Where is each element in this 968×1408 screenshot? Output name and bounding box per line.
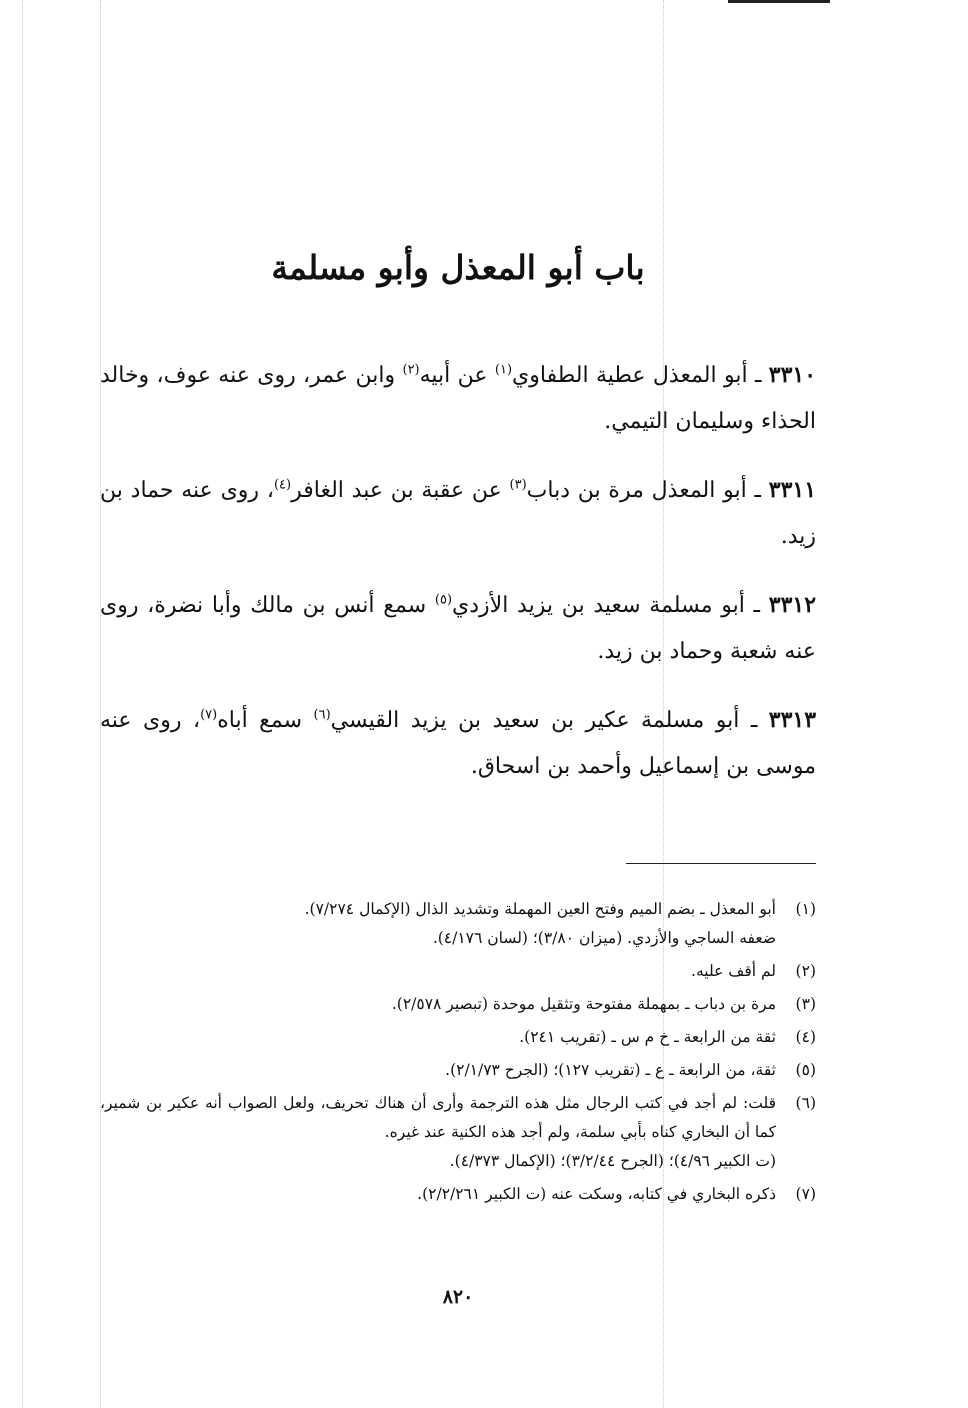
- footnote-ref[interactable]: (٣): [509, 477, 527, 493]
- footnote-line: ثقة، من الرابعة ـ ع ـ (تقريب ١٢٧)؛ (الجرح ٢/١/٧٣).: [445, 1061, 776, 1079]
- footnote-7: [100, 1180, 816, 1209]
- footnote-ref[interactable]: (٤): [273, 477, 292, 493]
- footnote-1: [100, 895, 816, 953]
- footnote-6: [100, 1089, 816, 1176]
- entry-3313: [100, 697, 816, 790]
- entry-text: أبو المعذل مرة بن دباب: [526, 478, 747, 503]
- footnote-line: قلت: لم أجد في كتب الرجال مثل هذه الترجمة وأرى أن هناك تحريف، ولعل الصواب أنه عكير بن شمير، كما أن البخاري كناه بأبي سلمة، ولم أجد هذه الكنية عند غيره.: [100, 1094, 776, 1141]
- footnote-line: ضعفه الساجي والأزدي. (ميزان ٣/٨٠)؛ (لسان ٤/١٧٦).: [432, 929, 776, 947]
- footnote-mark: (٤): [795, 1028, 816, 1046]
- footnote-line: ثقة من الرابعة ـ خ م س ـ (تقريب ٢٤١).: [519, 1028, 776, 1046]
- chapter-title: باب أبو المعذل وأبو مسلمة: [271, 248, 645, 287]
- entry-dash: ـ: [747, 363, 769, 388]
- footnote-ref[interactable]: (٧): [200, 707, 218, 723]
- entry-3310: [100, 352, 816, 445]
- page-number: ٨٢٠: [442, 1286, 474, 1308]
- entry-3312: [100, 582, 816, 675]
- footnote-line: ذكره البخاري في كتابه، وسكت عنه (ت الكبير ٢/٢/٢٦١).: [417, 1185, 776, 1203]
- footnote-line: لم أقف عليه.: [691, 962, 776, 980]
- footnote-text: [100, 990, 776, 1019]
- footnote-5: [100, 1056, 816, 1085]
- footnote-line: أبو المعذل ـ بضم الميم وفتح العين المهملة وتشديد الذال (الإكمال ٧/٢٧٤).: [304, 900, 776, 918]
- entry-3311: [100, 467, 816, 560]
- entry-text: وابن عمر، روى عنه عوف، وخالد الحذاء وسليمان التيمي.: [100, 363, 816, 434]
- footnote-mark: (٥): [795, 1061, 816, 1079]
- entry-number: ٣٣١٢: [768, 592, 817, 618]
- footnote-ref[interactable]: (٦): [313, 707, 331, 723]
- footnote-ref[interactable]: (١): [494, 362, 513, 378]
- entry-text: أبو المعذل عطية الطفاوي: [512, 363, 748, 388]
- entry-number: ٣٣١٣: [768, 707, 817, 733]
- footnote-ref[interactable]: (٥): [434, 592, 453, 608]
- top-rule: [728, 0, 830, 3]
- entry-text: عن أبيه: [419, 363, 495, 388]
- entry-number: ٣٣١٠: [768, 362, 817, 388]
- footnote-text: [100, 1023, 776, 1052]
- entry-text: عن عقبة بن عبد الغافر: [291, 478, 510, 503]
- footnote-mark: (٦): [795, 1094, 816, 1112]
- footnote-text: [100, 1180, 776, 1209]
- footnote-mark: (٧): [795, 1185, 816, 1203]
- footnote-separator: [626, 863, 816, 864]
- footnote-3: [100, 990, 816, 1019]
- footnote-text: [100, 1056, 776, 1085]
- footnotes-list: [100, 895, 816, 1213]
- footnote-text: [100, 895, 776, 953]
- footnote-line: مرة بن دباب ـ بمهملة مفتوحة وتثقيل موحدة (تبصير ٢/٥٧٨).: [391, 995, 776, 1013]
- footnote-line: (ت الكبير ٤/٩٦)؛ (الجرح ٣/٢/٤٤)؛ (الإكمال ٤/٣٧٣).: [449, 1152, 776, 1170]
- entry-text: سمع أباه: [217, 708, 314, 733]
- entry-text: أبو مسلمة سعيد بن يزيد الأزدي: [452, 593, 745, 618]
- footnote-mark: (٢): [795, 962, 816, 980]
- footnote-ref[interactable]: (٢): [402, 362, 420, 378]
- entry-dash: ـ: [739, 708, 769, 733]
- footnote-text: [100, 957, 776, 986]
- footnote-4: [100, 1023, 816, 1052]
- footnote-mark: (١): [795, 900, 816, 918]
- footnote-2: [100, 957, 816, 986]
- entry-dash: ـ: [746, 478, 769, 503]
- footnote-text: [100, 1089, 776, 1176]
- entry-text: ، روى عنه حماد بن زيد.: [100, 478, 816, 549]
- entry-dash: ـ: [744, 593, 769, 618]
- entries-list: [100, 352, 816, 798]
- entry-text: سمع أنس بن مالك وأبا نضرة، روى عنه شعبة وحماد بن زيد.: [100, 593, 816, 664]
- entry-number: ٣٣١١: [768, 477, 817, 503]
- footnote-mark: (٣): [795, 995, 816, 1013]
- scan-artifact-line: [22, 0, 23, 1408]
- entry-text: ، روى عنه موسى بن إسماعيل وأحمد بن اسحاق.: [100, 708, 816, 779]
- entry-text: أبو مسلمة عكير بن سعيد بن يزيد القيسي: [330, 708, 740, 733]
